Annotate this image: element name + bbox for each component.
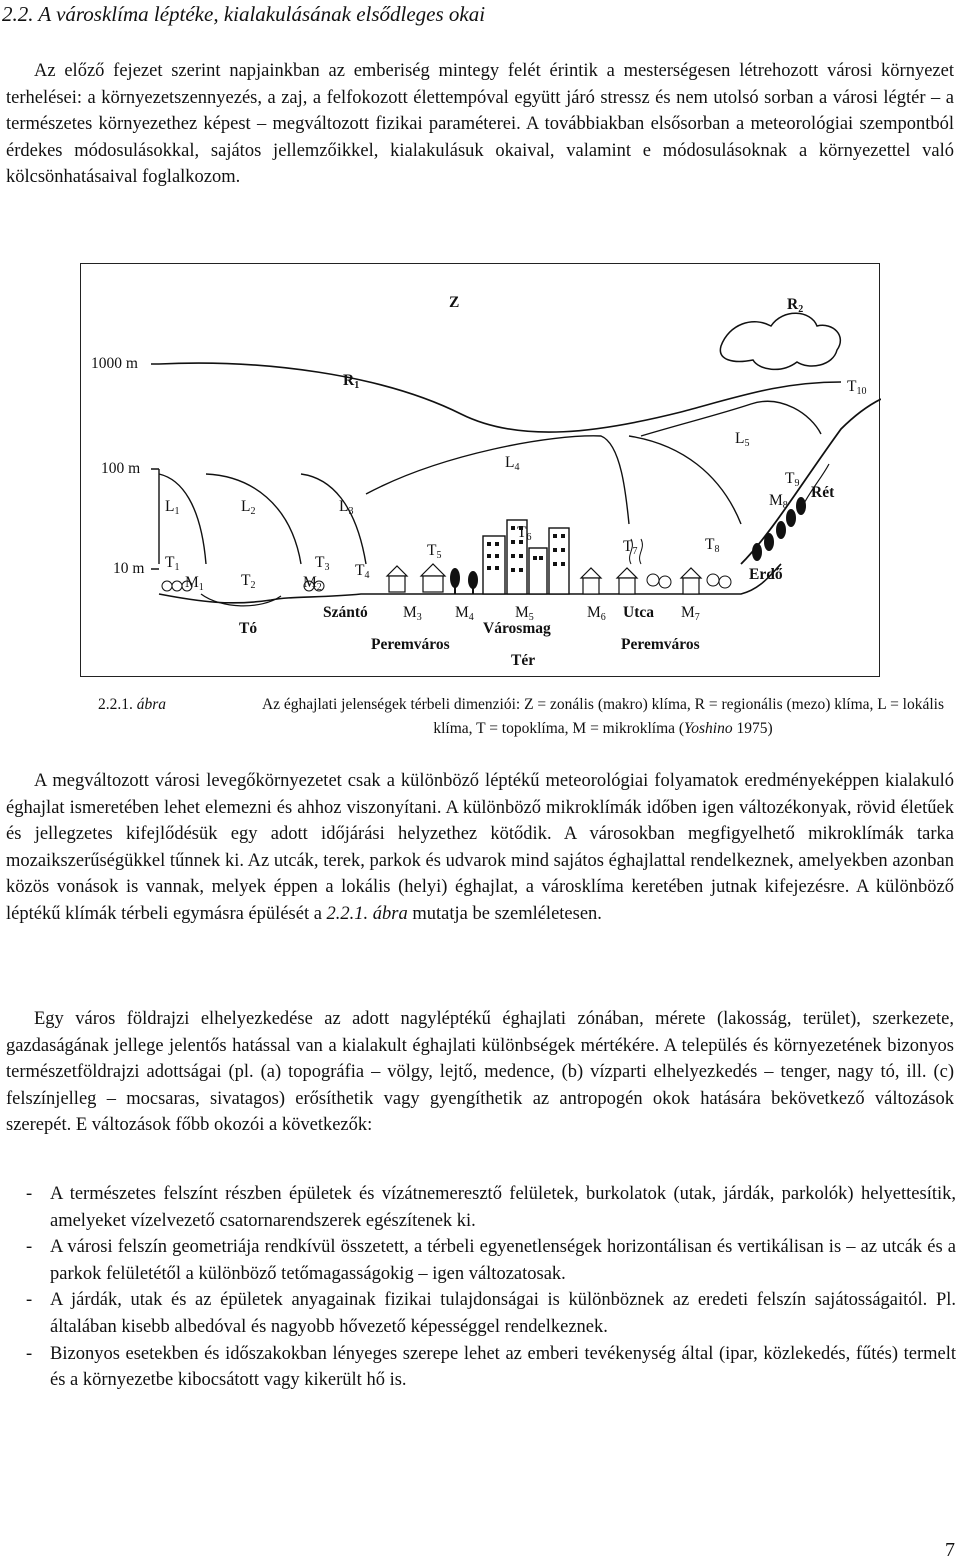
paragraph-intro (6, 58, 954, 191)
label-L1: $L_1$ (165, 498, 180, 517)
figure-drawing (81, 264, 881, 678)
page-number: 7 (945, 1539, 955, 1561)
label-T7: $T_7$ (623, 538, 638, 557)
label-L5: $L_5$ (735, 430, 750, 449)
paragraph-geography: Egy város földrajzi elhelyezkedése az adott nagyléptékű éghajlati zónában, mérete (lakosság, terület), szerkezete, gazdaságának jellege jelentős hatással van a kialakult éghajlati különbségek mértékére. A település és környezetének bizonyos természetföldrajzi adottságai (pl. (a) topográfia – völgy, lejtő, medence, (b) vízparti elhelyezkedés – tenger, nagy tó, ill. (c) felszínjelleg – mocsaras, sivatagos) erősíthetik vagy gyengíthetik az antropogén okok hatására bekövetkező változások szerepét. E változások főbb okozói a következők: (6, 1009, 954, 1136)
list-item: - A természetes felszínt részben épületek és vízátnemeresztő felületek, burkolatok (utak, járdák, parkolók) helyettesítik, amelyeket vízelvezető csatornarendszerek egészítenek ki. (26, 1184, 956, 1231)
label-L3: $L_3$ (339, 498, 354, 517)
label-T10: $T_{10}$ (847, 378, 867, 397)
label-M7: $M_7$ (681, 604, 700, 623)
label-varosmag: Városmag (483, 620, 551, 637)
paragraph-intro-text: Az előző fejezet szerint napjainkban az emberiség mintegy felét érintik a mesterségesen létrehozott városi környezet terhelései: a környezetszennyezés, a zaj, a felfokozott élettempóval együtt járó stressz és nem utolsó sorban a városi légtér – a természetes környezethez képest – megváltozott fizikai paraméterei. A továbbiakban elsősorban a meteorológiai szempontból érdekes módosulásokkal, sajátos jellemzőikkel, kialakulásuk okaival, valamint e módosulásoknak a környezettel való kölcsönhatásaival foglalkozom. (6, 61, 954, 188)
climate-scale-figure (80, 263, 880, 677)
label-R2: $R_2$ (787, 296, 804, 315)
label-utca: Utca (623, 604, 654, 621)
section-heading: 2.2. A városklíma léptéke, kialakulásának elsődleges okai (2, 2, 486, 26)
label-peremvaros-left: Peremváros (371, 636, 450, 653)
label-M4: $M_4$ (455, 604, 474, 623)
label-M6: $M_6$ (587, 604, 606, 623)
altitude-10m-label: 10 m (113, 560, 145, 577)
label-L2: $L_2$ (241, 498, 256, 517)
label-T8: $T_8$ (705, 536, 720, 555)
causes-list (26, 1181, 956, 1394)
label-szanto: Szántó (323, 604, 368, 621)
label-peremvaros-right: Peremváros (621, 636, 700, 653)
label-T6: $T_6$ (517, 524, 532, 543)
label-T9: $T_9$ (785, 470, 800, 489)
list-item: - A járdák, utak és az épületek anyagainak fizikai tulajdonságai is különböznek az eredeti felszín sajátosságaitól. Pl. általában kisebb albedóval és nagyobb hővezető képességgel rendelkeznek. (26, 1290, 956, 1337)
list-item: - A városi felszín geometriája rendkívül összetett, a térbeli egyenetlenségek horizontálisan és vertikálisan is – az utcák és a parkok felületétől a különböző tetőmagasságokig – igen változatosak. (26, 1237, 956, 1284)
label-T1: $T_1$ (165, 554, 180, 573)
label-Z: Z (449, 294, 460, 311)
label-T5: $T_5$ (427, 542, 442, 561)
label-T4: $T_4$ (355, 562, 370, 581)
label-R1: $R_1$ (343, 372, 360, 391)
label-T3: $T_3$ (315, 554, 330, 573)
label-M1: $M_1$ (185, 574, 204, 593)
label-M2: $M_2$ (303, 574, 322, 593)
label-M5: $M_5$ (515, 604, 534, 623)
label-L4: $L_4$ (505, 454, 520, 473)
label-M8: $M_8$ (769, 492, 788, 511)
paragraph-microclimate: A megváltozott városi levegőkörnyezetet csak a különböző léptékű meteorológiai folyamatok eredményeképpen kialakuló éghajlat ismeretében lehet elemezni és ahhoz viszonyítani. A különböző mikroklímák időben igen változékonyak, rövid életűek és jellegzetes kifejlődésük egy adott időjárási helyzethez kötődik. A városokban megfigyelhető mikroklímák tarka mozaikszerűségükkel tűnnek ki. Az utcák, terek, parkok és udvarok mind sajátos éghajlattal rendelkeznek, amelyekben azonban közös vonások is vannak, melyek éppen a lokális (helyi) éghajlat, a városklíma keretében jutnak kifejezésre. A különböző léptékű klímák térbeli egymásra épülését a 2.2.1. ábra mutatja be szemléletesen. (6, 771, 954, 924)
figure-reference: 2.2.1. ábra (326, 903, 408, 924)
figure-caption: 2.2.1. ábra Az éghajlati jelenségek térbeli dimenziói: Z = zonális (makro) klíma, R = regionális (mezo) klíma, L = lokális klíma, T = topoklíma, M = mikroklíma (Yoshino 1975) (248, 693, 958, 741)
altitude-100m-label: 100 m (101, 460, 141, 477)
label-ter: Tér (511, 652, 536, 669)
altitude-1000m-label: 1000 m (91, 355, 138, 372)
list-item: - Bizonyos esetekben és időszakokban lényeges szerepe lehet az emberi tevékenység által (ipar, közlekedés, fűtés) termelt és a környezetbe kibocsátott vagy kikerült hő is. (26, 1343, 956, 1391)
label-T2: $T_2$ (241, 572, 256, 591)
label-M3: $M_3$ (403, 604, 422, 623)
label-erdo: Erdő (749, 566, 783, 583)
caption-number: 2.2.1. ábra (98, 696, 167, 713)
label-to: Tó (239, 620, 258, 637)
label-ret: Rét (811, 484, 835, 501)
